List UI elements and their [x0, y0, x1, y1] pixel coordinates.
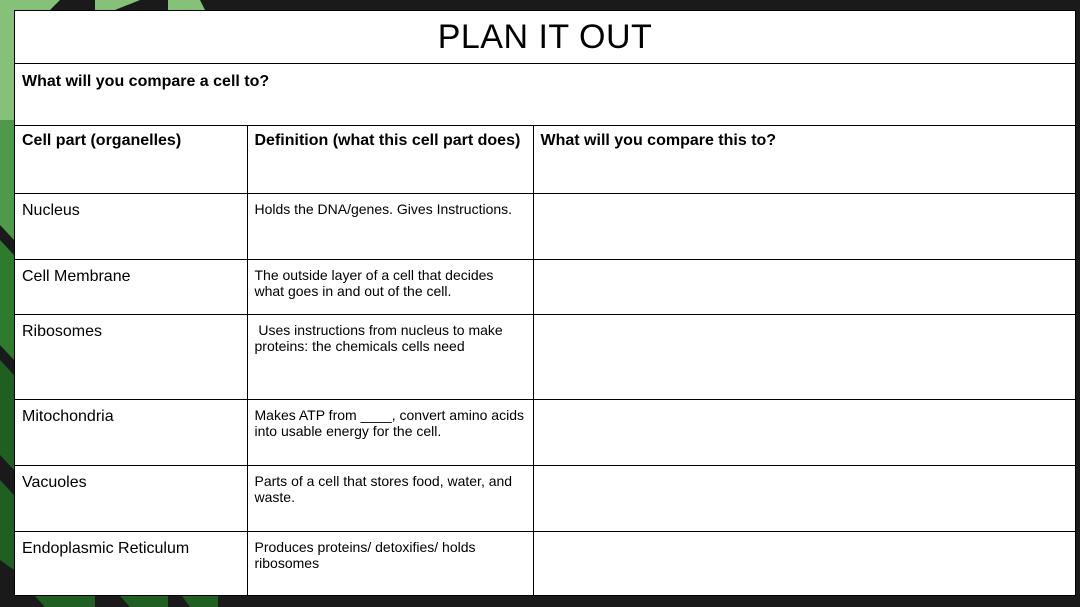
organelle-table: [15, 125, 1076, 596]
organelle-definition: Parts of a cell that stores food, water, and waste.: [247, 465, 533, 531]
organelle-definition: Makes ATP from ____, convert amino acids into usable energy for the cell.: [247, 399, 533, 465]
compare-question: What will you compare a cell to?: [22, 73, 270, 90]
title-row: [15, 11, 1075, 64]
table-header-row: [15, 125, 1076, 193]
comparison-cell[interactable]: [533, 314, 1076, 399]
organelle-name: Nucleus: [15, 193, 247, 259]
worksheet-sheet: [14, 10, 1076, 596]
organelle-definition: The outside layer of a cell that decides what goes in and out of the cell.: [247, 259, 533, 314]
organelle-name: Mitochondria: [15, 399, 247, 465]
table-row: [15, 259, 1076, 314]
comparison-cell[interactable]: [533, 193, 1076, 259]
organelle-name: Vacuoles: [15, 465, 247, 531]
table-row: [15, 465, 1076, 531]
table-row: [15, 314, 1076, 399]
table-row: [15, 531, 1076, 596]
comparison-cell[interactable]: [533, 259, 1076, 314]
table-row: [15, 193, 1076, 259]
comparison-cell[interactable]: [533, 465, 1076, 531]
organelle-definition: Uses instructions from nucleus to make proteins: the chemicals cells need: [247, 314, 533, 399]
header-cell-part: Cell part (organelles): [15, 125, 247, 193]
organelle-definition: Holds the DNA/genes. Gives Instructions.: [247, 193, 533, 259]
header-cell-compare: What will you compare this to?: [533, 125, 1076, 193]
comparison-cell[interactable]: [533, 399, 1076, 465]
organelle-definition: Produces proteins/ detoxifies/ holds ribosomes: [247, 531, 533, 596]
header-cell-definition: Definition (what this cell part does): [247, 125, 533, 193]
page-title: PLAN IT OUT: [437, 17, 653, 56]
question-row[interactable]: [15, 64, 1075, 126]
comparison-cell[interactable]: [533, 531, 1076, 596]
table-row: [15, 399, 1076, 465]
organelle-name: Endoplasmic Reticulum: [15, 531, 247, 596]
organelle-name: Cell Membrane: [15, 259, 247, 314]
organelle-name: Ribosomes: [15, 314, 247, 399]
